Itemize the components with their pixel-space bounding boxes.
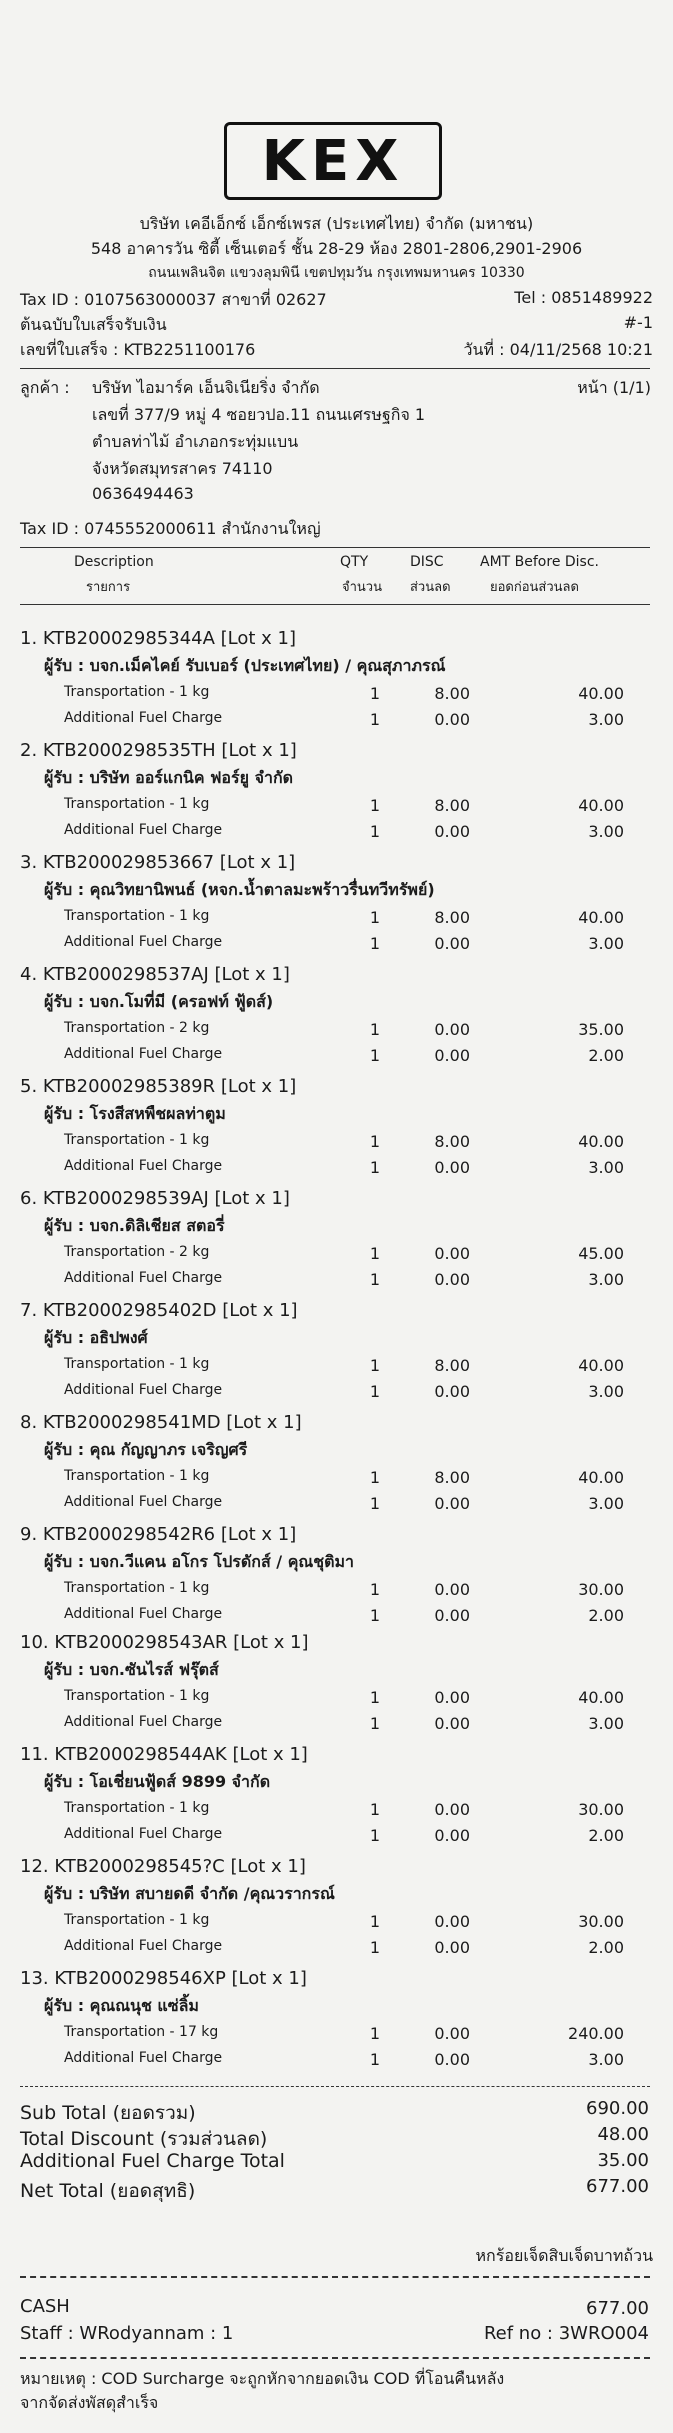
col-desc-en: Description	[74, 554, 154, 570]
line-qty: 1	[369, 1132, 380, 1151]
line-amount: 2.00	[588, 1606, 624, 1625]
page-number: หน้า (1/1)	[577, 378, 651, 397]
item-receiver: ผู้รับ : บจก.เม็คไคย์ รับเบอร์ (ประเทศไทย) / คุณสุภาภรณ์	[44, 656, 446, 675]
item-receiver: ผู้รับ : บริษัท ออร์แกนิค ฟอร์ยู จำกัด	[44, 768, 294, 787]
line-qty: 1	[369, 1158, 380, 1177]
line-discount: 0.00	[434, 1494, 470, 1513]
line-amount: 2.00	[588, 1046, 624, 1065]
line-qty: 1	[369, 934, 380, 953]
total-label: Additional Fuel Charge Total	[20, 2150, 285, 2172]
line-amount: 3.00	[588, 1494, 624, 1513]
line-qty: 1	[369, 1938, 380, 1957]
staff: Staff : WRodyannam : 1	[20, 2323, 234, 2344]
item-receiver: ผู้รับ : อธิปพงศ์	[44, 1328, 148, 1347]
item-title: 11. KTB2000298544AK [Lot x 1]	[20, 1744, 308, 1765]
receipt-number: เลขที่ใบเสร็จ : KTB2251100176	[20, 340, 256, 359]
col-qty-th: จำนวน	[342, 580, 382, 595]
line-qty: 1	[369, 1382, 380, 1401]
item-title: 12. KTB2000298545?C [Lot x 1]	[20, 1856, 306, 1877]
line-discount: 0.00	[434, 1580, 470, 1599]
divider	[20, 604, 650, 605]
company-name: บริษัท เคอีเอ็กซ์ เอ็กซ์เพรส (ประเทศไทย) จำกัด (มหาชน)	[139, 214, 534, 233]
line-amount: 2.00	[588, 1938, 624, 1957]
line-discount: 0.00	[434, 1688, 470, 1707]
note-line-1: หมายเหตุ : COD Surcharge จะถูกหักจากยอดเงิน COD ที่โอนคืนหลัง	[20, 2369, 505, 2388]
total-label: Total Discount (รวมส่วนลด)	[20, 2128, 268, 2150]
line-amount: 3.00	[588, 1714, 624, 1733]
line-description: Additional Fuel Charge	[64, 1270, 223, 1286]
logo-text: KEX	[261, 128, 405, 194]
line-description: Transportation - 1 kg	[64, 908, 210, 924]
line-discount: 8.00	[434, 684, 470, 703]
line-discount: 0.00	[434, 934, 470, 953]
line-amount: 3.00	[588, 1270, 624, 1289]
line-discount: 8.00	[434, 1132, 470, 1151]
reference-number: Ref no : 3WRO004	[483, 2323, 649, 2344]
customer-label: ลูกค้า :	[20, 378, 70, 397]
item-title: 2. KTB2000298535TH [Lot x 1]	[20, 740, 297, 761]
col-qty-en: QTY	[340, 554, 369, 570]
company-tax-id: Tax ID : 0107563000037 สาขาที่ 02627	[20, 290, 327, 309]
line-amount: 30.00	[578, 1800, 624, 1819]
divider	[20, 2086, 650, 2087]
line-amount: 3.00	[588, 710, 624, 729]
line-description: Transportation - 2 kg	[64, 1020, 210, 1036]
line-description: Additional Fuel Charge	[64, 822, 223, 838]
total-value: 690.00	[586, 2098, 649, 2119]
line-discount: 0.00	[434, 1912, 470, 1931]
col-amt-en: AMT Before Disc.	[480, 554, 599, 570]
line-description: Transportation - 17 kg	[64, 2024, 219, 2040]
line-qty: 1	[369, 908, 380, 927]
item-title: 5. KTB20002985389R [Lot x 1]	[20, 1076, 297, 1097]
line-amount: 2.00	[588, 1826, 624, 1845]
item-receiver: ผู้รับ : โอเชี่ยนฟู้ดส์ 9899 จำกัด	[44, 1772, 271, 1791]
line-discount: 0.00	[434, 822, 470, 841]
line-description: Additional Fuel Charge	[64, 1494, 223, 1510]
line-description: Additional Fuel Charge	[64, 1046, 223, 1062]
item-title: 6. KTB2000298539AJ [Lot x 1]	[20, 1188, 290, 1209]
line-description: Transportation - 1 kg	[64, 796, 210, 812]
line-amount: 40.00	[578, 908, 624, 927]
line-qty: 1	[369, 1800, 380, 1819]
divider	[20, 368, 650, 369]
line-discount: 0.00	[434, 1244, 470, 1263]
line-qty: 1	[369, 1468, 380, 1487]
payment-method: CASH	[20, 2296, 70, 2317]
customer-name: บริษัท ไอมาร์ค เอ็นจิเนียริ่ง จำกัด	[92, 378, 320, 397]
line-description: Additional Fuel Charge	[64, 1938, 223, 1954]
company-address-1: 548 อาคารวัน ซิตี้ เซ็นเตอร์ ชั้น 28-29 ห้อง 2801-2806,2901-2906	[90, 239, 583, 258]
line-qty: 1	[369, 2024, 380, 2043]
line-description: Transportation - 2 kg	[64, 1244, 210, 1260]
line-qty: 1	[369, 796, 380, 815]
item-receiver: ผู้รับ : คุณ กัญญาภร เจริญศรี	[44, 1440, 248, 1459]
company-tel: Tel : 0851489922	[514, 288, 653, 307]
item-receiver: ผู้รับ : บจก.ดิลิเชียส สตอรี่	[44, 1216, 225, 1235]
total-label: Sub Total (ยอดรวม)	[20, 2102, 196, 2124]
note-line-2: จากจัดส่งพัสดุสำเร็จ	[20, 2393, 159, 2412]
line-discount: 0.00	[434, 1046, 470, 1065]
line-description: Transportation - 1 kg	[64, 1356, 210, 1372]
line-description: Additional Fuel Charge	[64, 1158, 223, 1174]
total-value: 677.00	[586, 2176, 649, 2197]
col-disc-en: DISC	[410, 554, 444, 570]
line-amount: 40.00	[578, 684, 624, 703]
line-qty: 1	[369, 1356, 380, 1375]
line-discount: 0.00	[434, 1020, 470, 1039]
total-value: 48.00	[597, 2124, 649, 2145]
line-qty: 1	[369, 822, 380, 841]
item-title: 13. KTB2000298546XP [Lot x 1]	[20, 1968, 307, 1989]
line-qty: 1	[369, 1826, 380, 1845]
line-amount: 3.00	[588, 1158, 624, 1177]
item-receiver: ผู้รับ : บจก.วีแคน อโกร โปรดักส์ / คุณชุติมา	[44, 1552, 355, 1571]
divider	[20, 547, 650, 548]
line-qty: 1	[369, 2050, 380, 2069]
company-address-2: ถนนเพลินจิต แขวงลุมพินี เขตปทุมวัน กรุงเทพมหานคร 10330	[148, 265, 525, 281]
line-discount: 0.00	[434, 1382, 470, 1401]
line-qty: 1	[369, 1580, 380, 1599]
line-discount: 0.00	[434, 2050, 470, 2069]
customer-address-3: จังหวัดสมุทรสาคร 74110	[92, 459, 273, 478]
document-type: ต้นฉบับใบเสร็จรับเงิน	[20, 315, 167, 334]
line-amount: 3.00	[588, 934, 624, 953]
line-amount: 30.00	[578, 1580, 624, 1599]
line-qty: 1	[369, 1912, 380, 1931]
line-qty: 1	[369, 1020, 380, 1039]
line-amount: 40.00	[578, 1688, 624, 1707]
line-qty: 1	[369, 1244, 380, 1263]
line-amount: 30.00	[578, 1912, 624, 1931]
line-description: Transportation - 1 kg	[64, 1912, 210, 1928]
line-amount: 45.00	[578, 1244, 624, 1263]
line-discount: 8.00	[434, 796, 470, 815]
line-description: Additional Fuel Charge	[64, 1714, 223, 1730]
line-discount: 0.00	[434, 1606, 470, 1625]
line-qty: 1	[369, 1046, 380, 1065]
receipt-date: วันที่ : 04/11/2568 10:21	[463, 340, 653, 359]
total-value: 35.00	[597, 2150, 649, 2171]
line-amount: 3.00	[588, 822, 624, 841]
item-receiver: ผู้รับ : โรงสีสหพืชผลท่าตูม	[44, 1104, 226, 1123]
total-label: Net Total (ยอดสุทธิ)	[20, 2180, 196, 2202]
col-disc-th: ส่วนลด	[410, 580, 451, 595]
line-description: Additional Fuel Charge	[64, 1606, 223, 1622]
line-qty: 1	[369, 1270, 380, 1289]
line-amount: 40.00	[578, 1356, 624, 1375]
line-description: Transportation - 1 kg	[64, 1688, 210, 1704]
item-receiver: ผู้รับ : บริษัท สบายดดี จำกัด /คุณวรากรณ์	[44, 1884, 335, 1903]
customer-tax-id: Tax ID : 0745552000611 สำนักงานใหญ่	[20, 519, 321, 538]
amount-in-words: หกร้อยเจ็ดสิบเจ็ดบาทถ้วน	[475, 2246, 653, 2265]
line-discount: 0.00	[434, 2024, 470, 2043]
line-discount: 0.00	[434, 1158, 470, 1177]
col-amt-th: ยอดก่อนส่วนลด	[490, 580, 579, 595]
kex-logo	[224, 122, 442, 200]
line-qty: 1	[369, 684, 380, 703]
line-amount: 40.00	[578, 1132, 624, 1151]
customer-phone: 0636494463	[92, 484, 194, 503]
line-qty: 1	[369, 1606, 380, 1625]
item-receiver: ผู้รับ : คุณณนุช แซ่ลิ้ม	[44, 1996, 199, 2015]
item-title: 1. KTB20002985344A [Lot x 1]	[20, 628, 297, 649]
item-title: 8. KTB2000298541MD [Lot x 1]	[20, 1412, 302, 1433]
customer-address-2: ตำบลท่าไม้ อำเภอกระทุ่มแบน	[92, 432, 299, 451]
line-discount: 8.00	[434, 1468, 470, 1487]
line-amount: 40.00	[578, 1468, 624, 1487]
divider	[20, 2276, 650, 2278]
item-title: 3. KTB200029853667 [Lot x 1]	[20, 852, 296, 873]
line-description: Transportation - 1 kg	[64, 684, 210, 700]
line-description: Additional Fuel Charge	[64, 934, 223, 950]
line-qty: 1	[369, 1688, 380, 1707]
divider	[20, 2357, 650, 2359]
col-desc-th: รายการ	[86, 580, 131, 595]
line-description: Additional Fuel Charge	[64, 1826, 223, 1842]
line-discount: 0.00	[434, 1826, 470, 1845]
line-description: Additional Fuel Charge	[64, 2050, 223, 2066]
copy-number: #-1	[623, 313, 653, 332]
line-qty: 1	[369, 1714, 380, 1733]
item-receiver: ผู้รับ : บจก.โมที่มี (ครอฟท์ ฟู้ดส์)	[44, 992, 274, 1011]
line-description: Additional Fuel Charge	[64, 710, 223, 726]
item-title: 10. KTB2000298543AR [Lot x 1]	[20, 1632, 309, 1653]
item-title: 7. KTB20002985402D [Lot x 1]	[20, 1300, 298, 1321]
line-description: Transportation - 1 kg	[64, 1468, 210, 1484]
line-discount: 0.00	[434, 710, 470, 729]
line-discount: 8.00	[434, 908, 470, 927]
line-amount: 240.00	[568, 2024, 624, 2043]
line-amount: 3.00	[588, 2050, 624, 2069]
item-receiver: ผู้รับ : บจก.ซันไรส์ ฟรุ๊ตส์	[44, 1660, 219, 1679]
customer-address-1: เลขที่ 377/9 หมู่ 4 ซอยวปอ.11 ถนนเศรษฐกิจ 1	[92, 405, 426, 424]
item-title: 9. KTB2000298542R6 [Lot x 1]	[20, 1524, 297, 1545]
line-amount: 3.00	[588, 1382, 624, 1401]
line-description: Transportation - 1 kg	[64, 1800, 210, 1816]
payment-amount: 677.00	[586, 2298, 649, 2319]
line-qty: 1	[369, 710, 380, 729]
item-title: 4. KTB2000298537AJ [Lot x 1]	[20, 964, 290, 985]
line-discount: 0.00	[434, 1938, 470, 1957]
line-amount: 35.00	[578, 1020, 624, 1039]
line-amount: 40.00	[578, 796, 624, 815]
line-discount: 0.00	[434, 1270, 470, 1289]
line-discount: 0.00	[434, 1714, 470, 1733]
line-description: Transportation - 1 kg	[64, 1132, 210, 1148]
item-receiver: ผู้รับ : คุณวิทยานิพนธ์ (หจก.น้ำตาลมะพร้าวรื่นทวีทรัพย์)	[44, 880, 435, 899]
line-discount: 8.00	[434, 1356, 470, 1375]
line-description: Transportation - 1 kg	[64, 1580, 210, 1596]
line-description: Additional Fuel Charge	[64, 1382, 223, 1398]
line-qty: 1	[369, 1494, 380, 1513]
line-discount: 0.00	[434, 1800, 470, 1819]
